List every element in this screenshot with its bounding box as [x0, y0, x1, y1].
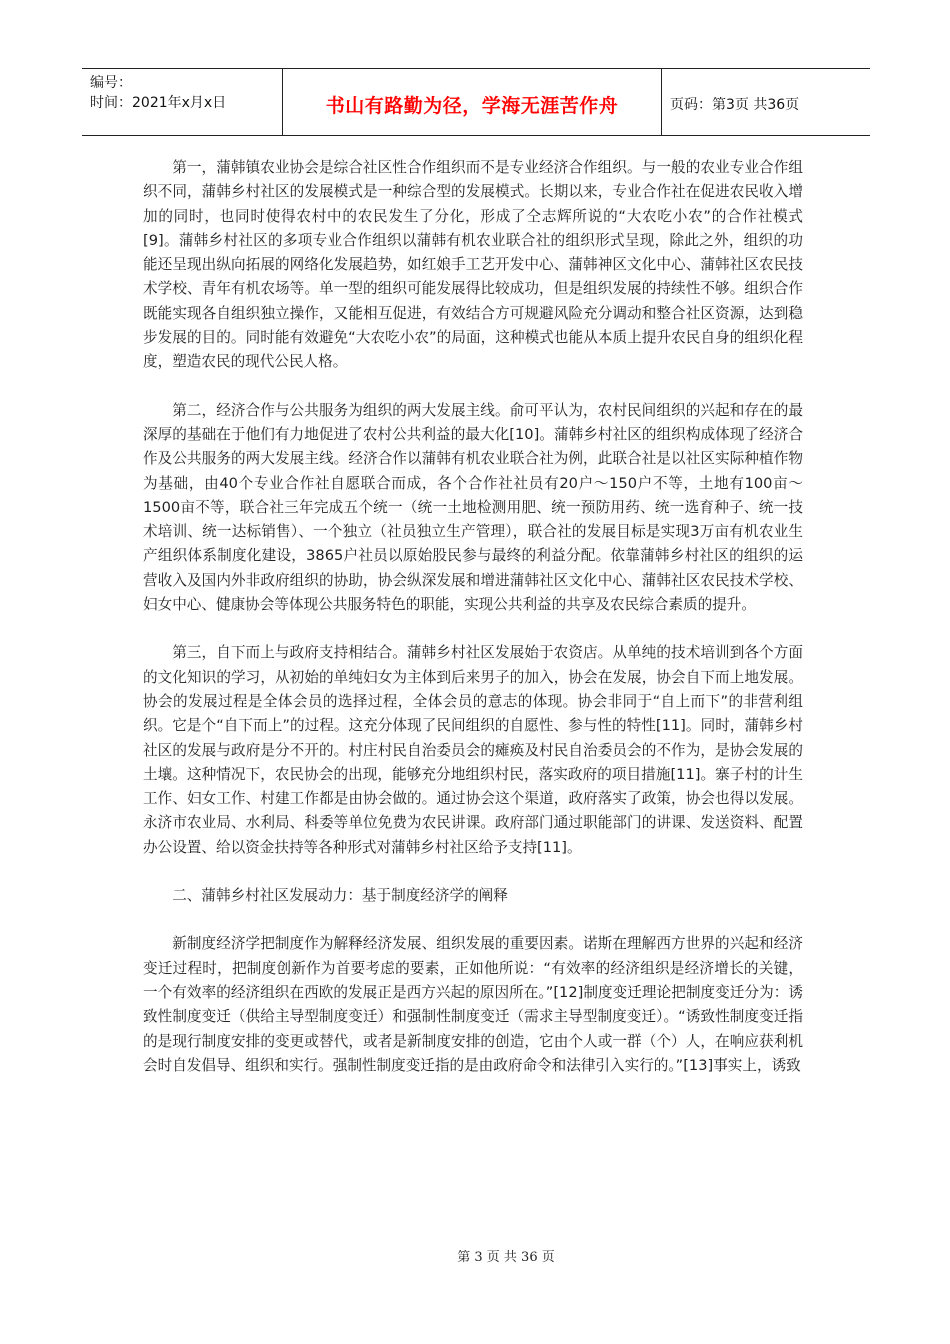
section-heading: 二、蒲韩乡村社区发展动力：基于制度经济学的阐释 — [172, 887, 508, 905]
footer-page-number: 第 3 页 共 36 页 — [457, 1250, 555, 1265]
time-label: 时间：2021年x月x日 — [90, 95, 227, 111]
page-label: 页码：第3页 共36页 — [670, 97, 800, 113]
header-motto-cell — [283, 69, 662, 135]
number-label: 编号： — [90, 75, 132, 91]
paragraph-3: 第三，自下而上与政府支持相结合。蒲韩乡村社区发展始于农资店。从单纯的技术培训到各个方面的文化知识的学习，从初始的单纯妇女为主体到后来男子的加入，协会在发展，协会自下而上地发展。协会的发展过程是全体会员的选择过程，全体会员的意志的体现。协会非同于“自上而下”的非营利组织。它是个“自下而上”的过程。这充分体现了民间组织的自愿性、参与性的特性[11]。同时，蒲韩乡村社区的发展与政府是分不开的。村庄村民自治委员会的瘫痪及村民自治委员会的不作为，是协会发展的土壤。这种情况下，农民协会的出现，能够充分地组织村民，落实政府的项目措施[11]。寨子村的计生工作、妇女工作、村建工作都是由协会做的。通过协会这个渠道，政府落实了政策，协会也得以发展。永济市农业局、水利局、科委等单位免费为农民讲课。政府部门通过职能部门的讲课、发送资料、配置办公设置、给以资金扶持等各种形式对蒲韩乡村社区给予支持[11]。 — [143, 644, 803, 856]
paragraph-4: 新制度经济学把制度作为解释经济发展、组织发展的重要因素。诺斯在理解西方世界的兴起和经济变迁过程时，把制度创新作为首要考虑的要素，正如他所说：“有效率的经济组织是经济增长的关键，一个有效率的经济组织在西欧的发展正是西方兴起的原因所在。”[12]制度变迁理论把制度变迁分为：诱致性制度变迁（供给主导型制度变迁）和强制性制度变迁（需求主导型制度变迁）。“诱致性制度变迁指的是现行制度安排的变更或替代，或者是新制度安排的创造，它由个人或一群（个）人，在响应获利机会时自发倡导、组织和实行。强制性制度变迁指的是由政府命令和法律引入实行的。”[13]事实上，诱致 — [143, 935, 803, 1074]
motto-text: 书山有路勤为径，学海无涯苦作舟 — [325, 94, 619, 117]
paragraph-1: 第一，蒲韩镇农业协会是综合社区性合作组织而不是专业经济合作组织。与一般的农业专业合作组织不同，蒲韩乡村社区的发展模式是一种综合型的发展模式。长期以来，专业合作社在促进农民收入增加的同时，也同时使得农村中的农民发生了分化，形成了仝志辉所说的“大农吃小农”的合作社模式[9]。蒲韩乡村社区的多项专业合作组织以蒲韩有机农业联合社的组织形式呈现，除此之外，组织的功能还呈现出纵向拓展的网络化发展趋势，如红娘手工艺开发中心、蒲韩神区文化中心、蒲韩社区农民技术学校、青年有机农场等。单一型的组织可能发展得比较成功，但是组织发展的持续性不够。组织合作既能实现各自组织独立操作，又能相互促进，有效结合方可规避风险充分调动和整合社区资源，达到稳步发展的目的。同时能有效避免“大农吃小农”的局面，这种模式也能从本质上提升农民自身的组织化程度，塑造农民的现代公民人格。 — [143, 159, 803, 371]
paragraph-2: 第二，经济合作与公共服务为组织的两大发展主线。俞可平认为，农村民间组织的兴起和存在的最深厚的基础在于他们有力地促进了农村公共利益的最大化[10]。蒲韩乡村社区的组织构成体现了经济合作及公共服务的两大发展主线。经济合作以蒲韩有机农业联合社为例，此联合社是以社区实际种植作物为基础，由40个专业合作社自愿联合而成，各个合作社社员有20户～150户不等，土地有100亩～1500亩不等，联合社三年完成五个统一（统一土地检测用肥、统一预防用药、统一选育种子、统一技术培训、统一达标销售）、一个独立（社员独立生产管理），联合社的发展目标是实现3万亩有机农业生产组织体系制度化建设，3865户社员以原始股民参与最终的利益分配。依靠蒲韩乡村社区的组织的运营收入及国内外非政府组织的协助，协会纵深发展和增进蒲韩社区文化中心、蒲韩社区农民技术学校、妇女中心、健康协会等体现公共服务特色的职能，实现公共利益的共享及农民综合素质的提升。 — [143, 401, 803, 614]
header-page-cell — [662, 69, 870, 135]
document-header — [82, 68, 870, 136]
header-meta — [82, 69, 283, 135]
page-footer — [0, 1246, 950, 1265]
document-body — [143, 156, 803, 1078]
